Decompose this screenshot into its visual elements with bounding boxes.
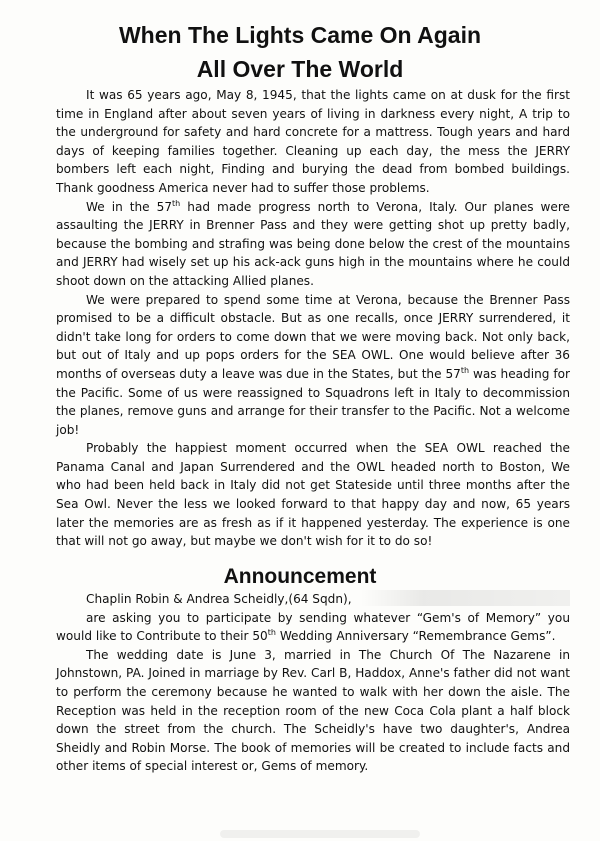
title-line-2: All Over The World — [196, 56, 404, 82]
ann-sup: th — [267, 628, 276, 638]
ann-part-a: are asking you to participate by sending whatever “Gem's of Memory” you would like to Contribute to their 50 — [56, 610, 570, 644]
announcement-paragraph-1 — [56, 609, 570, 646]
page-smudge — [220, 830, 420, 838]
announcement-line-1: Chaplin Robin & Andrea Scheidly,(64 Sqdn), — [86, 592, 352, 606]
p3-part-a: We were prepared to spend some time at Verona, because the Brenner Pass promised to be a difficult obstacle. But as one recalls, once JERRY surrendered, it didn't take long for orders to come down that we were moving back. Not only back, but out of Italy and up pops orders for the SEA OWL. One would believe after 36 months of overseas duty a leave was due in the States, but the 57 — [56, 292, 570, 381]
announcement-body — [56, 590, 570, 776]
title-line-1 — [0, 20, 600, 51]
p2-part-a: We in the 57 — [86, 199, 173, 214]
announcement-paragraph-2: The wedding date is June 3, married in The Church Of The Nazarene in Johnstown, PA. Joined in marriage by Rev. Carl B, Haddox, Anne's father did not want to perform the ceremony because he wanted to walk with her down the aisle. The Reception was held in the reception room of the new Coca Cola plant a half block down the street from the church. The Scheidly's have two daughter's, Andrea Sheidly and Robin Morse. The book of memories will be created to include facts and other items of special interest or, Gems of memory. — [56, 647, 570, 774]
story-paragraph-3 — [56, 291, 570, 440]
announcement-heading: Announcement — [223, 565, 377, 588]
p3-part-b: was heading for the Pacific. Some of us were reassigned to Squadrons left in Italy to decommission the planes, remove guns and arrange for their transfer to the Pacific. Not a welcome job! — [56, 366, 570, 437]
story-paragraph-4: Probably the happiest moment occurred when the SEA OWL reached the Panama Canal and Japan Surrendered and the OWL headed north to Boston, We who had been held back in Italy did not get Stateside until three months after the Sea Owl. Never the less we looked forward to that happy day and now, 65 years later the memories are as fresh as if it happened yesterday. The experience is one that will not go away, but maybe we don't wish for it to do so! — [56, 441, 570, 549]
title-prefix: When — [118, 22, 188, 48]
p3-sup: th — [460, 365, 470, 375]
p2-sup: th — [172, 198, 181, 208]
story-body — [56, 86, 570, 551]
p2-part-b: had made progress north to Verona, Italy. Our planes were assaulting the JERRY in Brenner Pass and they were getting shot up pretty badly, because the bombing and strafing was being done below the crest of the mountains and JERRY had wisely set up his ack-ack guns high in the mountains where he could shoot down on the attacking Allied planes. — [56, 199, 570, 288]
title-bold: The Lights Came On Again — [187, 22, 482, 48]
ann-part-b: Wedding Anniversary “Remembrance Gems”. — [275, 629, 556, 644]
story-paragraph-1: It was 65 years ago, May 8, 1945, that the lights came on at dusk for the first time in England after about seven years of living in darkness every night, A trip to the underground for safety and hard concrete for a mattress. Tough years and hard days of keeping families together. Cleaning up each day, the mess the JERRY bombers left each night, Finding and burying the dead from bombed buildings. Thank goodness America never had to suffer those problems. — [56, 88, 570, 195]
redaction-smear — [360, 590, 570, 606]
story-paragraph-2 — [56, 198, 570, 291]
